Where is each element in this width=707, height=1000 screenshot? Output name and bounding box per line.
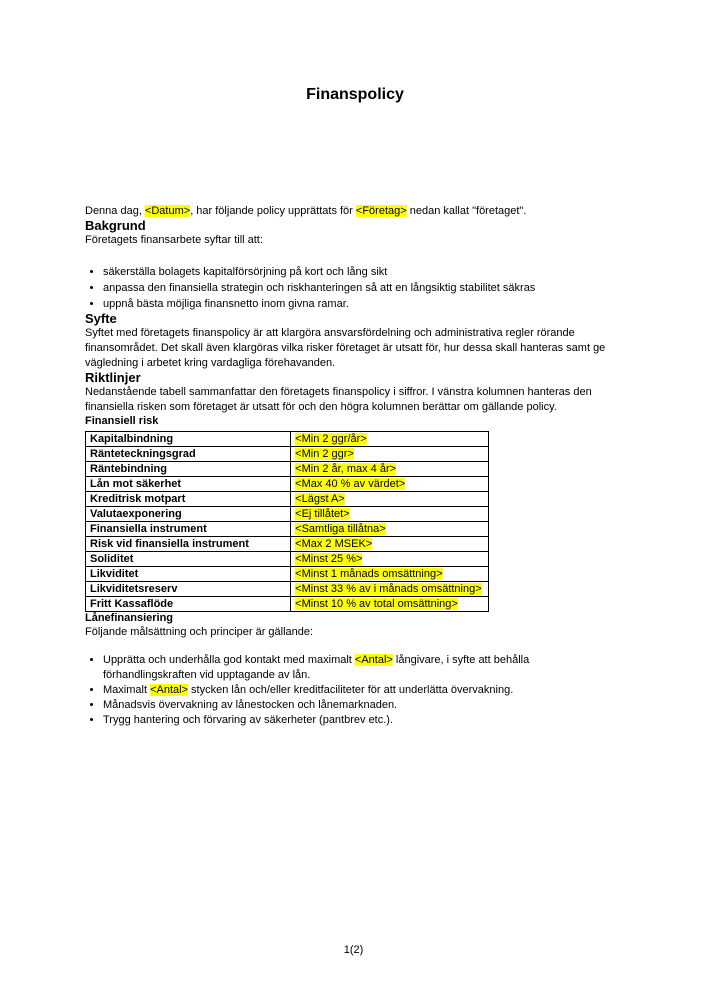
text-segment: nedan kallat "företaget". [406,205,527,217]
risk-cell: Lån mot säkerhet [86,477,291,492]
bakgrund-bullet-list [85,264,625,312]
policy-cell [291,507,489,522]
policy-cell [291,522,489,537]
policy-cell [291,597,489,612]
highlighted-placeholder: <Antal> [354,654,393,666]
text-segment: säkerställa bolagets kapitalförsörjning på kort och lång sikt [103,266,388,278]
bullet-item [103,698,625,713]
policy-cell [291,537,489,552]
table-row [86,552,489,567]
table-row [86,447,489,462]
heading-syfte: Syfte [85,311,117,326]
bullet-item [103,683,625,698]
highlighted-policy-value: <Lägst A> [295,493,345,505]
lanefinansiering-bullet-list [85,653,625,728]
policy-cell [291,552,489,567]
highlighted-policy-value: <Minst 25 %> [295,553,363,565]
document-title: Finanspolicy [306,86,404,103]
bakgrund-lead: Företagets finansarbete syftar till att: [85,234,263,246]
highlighted-policy-value: <Min 2 ggr/år> [295,433,367,445]
text-segment: Upprätta och underhålla god kontakt med maximalt [103,654,355,666]
table-row [86,582,489,597]
risk-cell: Soliditet [86,552,291,567]
table-row [86,432,489,447]
table-row [86,597,489,612]
risk-cell: Kreditrisk motpart [86,492,291,507]
highlighted-policy-value: <Samtliga tillåtna> [295,523,386,535]
table-row [86,522,489,537]
policy-cell [291,432,489,447]
text-segment: stycken lån och/eller kreditfaciliteter för att underlätta övervakning. [187,684,514,696]
risk-cell: Fritt Kassaflöde [86,597,291,612]
bullet-item [103,713,625,728]
highlighted-policy-value: <Min 2 år, max 4 år> [295,463,397,475]
bullet-item [103,296,625,312]
table-row [86,462,489,477]
policy-cell [291,447,489,462]
highlighted-policy-value: <Max 40 % av värdet> [295,478,406,490]
highlighted-placeholder: <Datum> [144,205,191,217]
bullet-item [103,280,625,296]
policy-cell [291,567,489,582]
risk-cell: Likviditetsreserv [86,582,291,597]
risk-cell: Likviditet [86,567,291,582]
highlighted-policy-value: <Min 2 ggr> [295,448,354,460]
policy-cell [291,462,489,477]
text-segment: Månadsvis övervakning av lånestocken och lånemarknaden. [103,699,398,711]
risk-cell: Räntebindning [86,462,291,477]
highlighted-policy-value: <Minst 1 månads omsättning> [295,568,443,580]
table-row [86,507,489,522]
policy-cell [291,582,489,597]
text-segment: långivare, i syfte att behålla förhandlingskraften vid upptagande av lån. [103,654,530,681]
policy-cell [291,492,489,507]
table-row [86,477,489,492]
highlighted-placeholder: <Företag> [355,205,407,217]
heading-riktlinjer: Riktlinjer [85,370,141,385]
risk-cell: Valutaexponering [86,507,291,522]
syfte-body: Syftet med företagets finanspolicy är att klargöra ansvarsfördelning och administrativa regler rörande finansområdet. Det skall även klargöras vilka risker företaget är utsatt för, hur dessa skall hanteras samt ge vägledning i arbetet kring vardagliga förehavanden. [85,327,606,369]
lanefinansiering-lead: Följande målsättning och principer är gällande: [85,626,314,638]
finansiell-risk-table-body [86,432,489,612]
highlighted-policy-value: <Minst 33 % av i månads omsättning> [295,583,482,595]
text-segment: Maximalt [103,684,151,696]
highlighted-policy-value: <Max 2 MSEK> [295,538,373,550]
highlighted-placeholder: <Antal> [150,684,188,696]
heading-finansiell-risk: Finansiell risk [85,415,159,427]
riktlinjer-body: Nedanstående tabell sammanfattar den företagets finanspolicy i siffror. I vänstra kolumnen hanteras den finansiella risken som företaget är utsatt för och den högra kolumnen berättar om gällande policy. [85,386,592,413]
text-segment: , har följande policy upprättats för [190,205,356,217]
risk-cell: Finansiella instrument [86,522,291,537]
highlighted-policy-value: <Minst 10 % av total omsättning> [295,598,458,610]
highlighted-policy-value: <Ej tillåtet> [295,508,350,520]
heading-bakgrund: Bakgrund [85,218,146,233]
policy-cell [291,477,489,492]
page-number: 1(2) [343,944,364,956]
table-row [86,537,489,552]
text-segment: Denna dag, [85,205,145,217]
risk-cell: Risk vid finansiella instrument [86,537,291,552]
table-row [86,567,489,582]
risk-cell: Kapitalbindning [86,432,291,447]
heading-lanefinansiering: Lånefinansiering [85,612,174,624]
intro-paragraph [85,204,625,219]
bullet-item [103,653,625,683]
text-segment: anpassa den finansiella strategin och riskhanteringen så att en långsiktig stabilitet säkras [103,282,536,294]
table-row [86,492,489,507]
text-segment: Trygg hantering och förvaring av säkerheter (pantbrev etc.). [103,714,394,726]
risk-cell: Ränteteckningsgrad [86,447,291,462]
bullet-item [103,264,625,280]
finansiell-risk-table [85,431,489,612]
text-segment: uppnå bästa möjliga finansnetto inom givna ramar. [103,298,349,310]
